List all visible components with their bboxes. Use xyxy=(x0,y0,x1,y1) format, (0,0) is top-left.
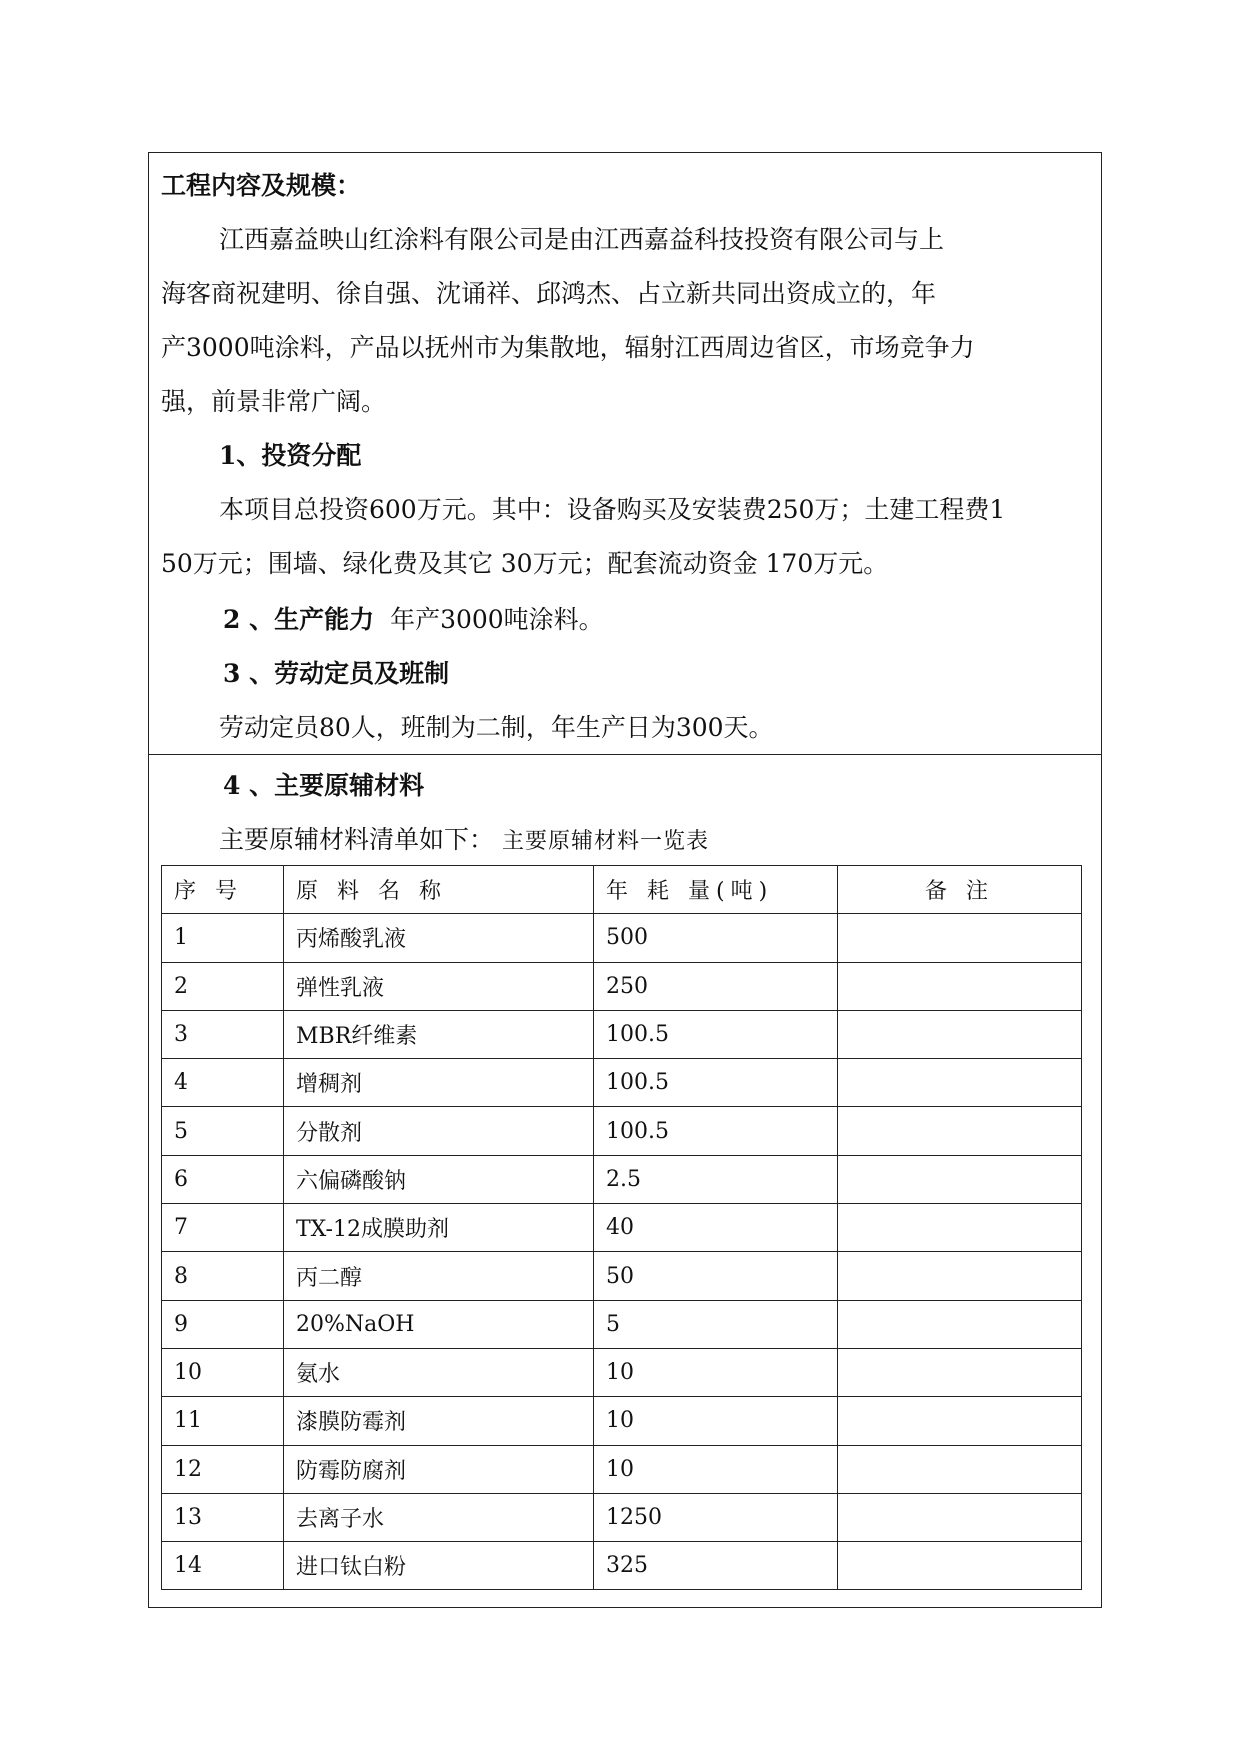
cell-note xyxy=(838,1010,1082,1058)
cell-note xyxy=(838,1204,1082,1252)
cell-note xyxy=(838,962,1082,1010)
cell-note xyxy=(838,1059,1082,1107)
cell-no: 9 xyxy=(162,1300,284,1348)
cell-note xyxy=(838,1542,1082,1590)
cell-note xyxy=(838,1348,1082,1396)
table-row xyxy=(162,1493,1082,1541)
cell-note xyxy=(838,1252,1082,1300)
column-header-note: 备 注 xyxy=(838,866,1082,914)
cell-name: 六偏磷酸钠 xyxy=(284,1155,594,1203)
cell-qty: 10 xyxy=(594,1445,838,1493)
column-header-qty: 年 耗 量(吨) xyxy=(594,866,838,914)
cell-name: 氨水 xyxy=(284,1348,594,1396)
cell-note xyxy=(838,1493,1082,1541)
table-row xyxy=(162,1300,1082,1348)
cell-name: 防霉防腐剂 xyxy=(284,1445,594,1493)
materials-caption xyxy=(219,825,709,857)
cell-qty: 40 xyxy=(594,1204,838,1252)
document-frame xyxy=(148,152,1102,1608)
section-divider xyxy=(149,754,1101,755)
intro-line: 海客商祝建明、徐自强、沈诵祥、邱鸿杰、占立新共同出资成立的，年 xyxy=(161,279,937,308)
cell-note xyxy=(838,1300,1082,1348)
labor-text: 劳动定员80人，班制为二制，年生产日为300天。 xyxy=(219,713,774,742)
cell-note xyxy=(838,1155,1082,1203)
investment-heading: 1、投资分配 xyxy=(219,441,362,470)
cell-name: MBR纤维素 xyxy=(284,1010,594,1058)
cell-note xyxy=(838,1107,1082,1155)
cell-qty: 2.5 xyxy=(594,1155,838,1203)
cell-qty: 100.5 xyxy=(594,1107,838,1155)
table-row xyxy=(162,1155,1082,1203)
table-row xyxy=(162,914,1082,962)
column-header-name: 原 料 名 称 xyxy=(284,866,594,914)
intro-line: 产3000吨涂料，产品以抚州市为集散地，辐射江西周边省区，市场竞争力 xyxy=(161,333,975,362)
table-row xyxy=(162,1107,1082,1155)
cell-no: 13 xyxy=(162,1493,284,1541)
cell-name: 增稠剂 xyxy=(284,1059,594,1107)
table-row xyxy=(162,1010,1082,1058)
cell-qty: 500 xyxy=(594,914,838,962)
cell-no: 6 xyxy=(162,1155,284,1203)
cell-name: 进口钛白粉 xyxy=(284,1542,594,1590)
section-title: 工程内容及规模： xyxy=(161,171,362,200)
cell-qty: 1250 xyxy=(594,1493,838,1541)
table-row xyxy=(162,1397,1082,1445)
capacity-text: 年产3000吨涂料。 xyxy=(390,605,604,634)
table-header-row xyxy=(162,866,1082,914)
cell-no: 11 xyxy=(162,1397,284,1445)
cell-no: 7 xyxy=(162,1204,284,1252)
materials-table xyxy=(161,865,1082,1590)
table-row xyxy=(162,1204,1082,1252)
table-row xyxy=(162,1445,1082,1493)
cell-name: 弹性乳液 xyxy=(284,962,594,1010)
cell-qty: 10 xyxy=(594,1348,838,1396)
cell-no: 1 xyxy=(162,914,284,962)
cell-name: TX-12成膜助剂 xyxy=(284,1204,594,1252)
column-header-no: 序 号 xyxy=(162,866,284,914)
intro-line: 江西嘉益映山红涂料有限公司是由江西嘉益科技投资有限公司与上 xyxy=(219,225,945,254)
table-row xyxy=(162,1542,1082,1590)
materials-heading: 4 、主要原辅材料 xyxy=(223,771,425,800)
cell-qty: 250 xyxy=(594,962,838,1010)
cell-name: 分散剂 xyxy=(284,1107,594,1155)
table-row xyxy=(162,1348,1082,1396)
cell-note xyxy=(838,914,1082,962)
cell-qty: 10 xyxy=(594,1397,838,1445)
cell-no: 8 xyxy=(162,1252,284,1300)
table-row xyxy=(162,962,1082,1010)
cell-note xyxy=(838,1445,1082,1493)
cell-no: 12 xyxy=(162,1445,284,1493)
intro-line: 强，前景非常广阔。 xyxy=(161,387,387,416)
cell-name: 漆膜防霉剂 xyxy=(284,1397,594,1445)
cell-no: 4 xyxy=(162,1059,284,1107)
cell-name: 20%NaOH xyxy=(284,1300,594,1348)
materials-caption-lead: 主要原辅材料清单如下： xyxy=(219,825,495,854)
labor-heading: 3 、劳动定员及班制 xyxy=(223,659,450,688)
investment-line: 本项目总投资600万元。其中：设备购买及安装费250万；土建工程费1 xyxy=(219,495,1006,524)
cell-name: 去离子水 xyxy=(284,1493,594,1541)
cell-note xyxy=(838,1397,1082,1445)
materials-caption-title: 主要原辅材料一览表 xyxy=(501,829,709,854)
cell-name: 丙烯酸乳液 xyxy=(284,914,594,962)
cell-qty: 100.5 xyxy=(594,1010,838,1058)
capacity-line xyxy=(223,605,604,635)
cell-qty: 100.5 xyxy=(594,1059,838,1107)
cell-name: 丙二醇 xyxy=(284,1252,594,1300)
table-row xyxy=(162,1252,1082,1300)
cell-no: 2 xyxy=(162,962,284,1010)
investment-line: 50万元；围墙、绿化费及其它 30万元；配套流动资金 170万元。 xyxy=(161,549,889,578)
cell-no: 10 xyxy=(162,1348,284,1396)
cell-no: 3 xyxy=(162,1010,284,1058)
cell-qty: 50 xyxy=(594,1252,838,1300)
table-row xyxy=(162,1059,1082,1107)
capacity-heading: 2 、生产能力 xyxy=(223,605,375,634)
cell-qty: 325 xyxy=(594,1542,838,1590)
cell-no: 14 xyxy=(162,1542,284,1590)
cell-no: 5 xyxy=(162,1107,284,1155)
cell-qty: 5 xyxy=(594,1300,838,1348)
